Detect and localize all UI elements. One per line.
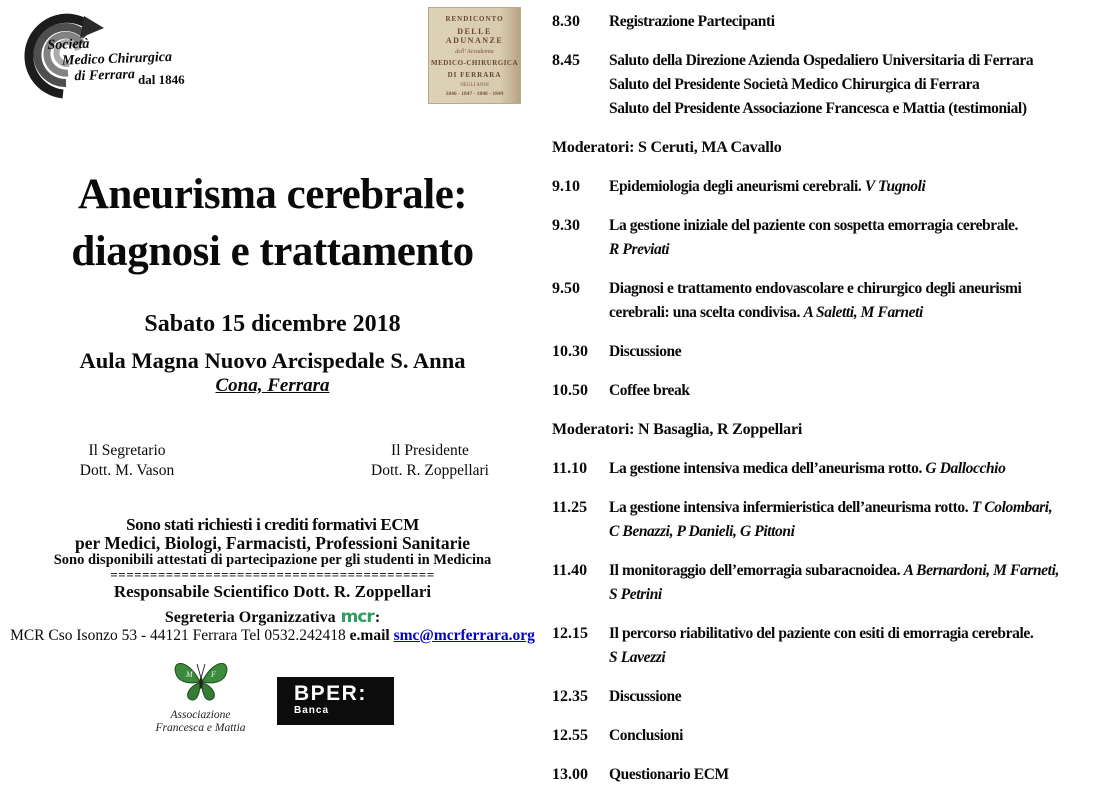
program-line: [609, 646, 1104, 670]
address-text: MCR Cso Isonzo 53 - 44121 Ferrara Tel 0532.242418: [10, 627, 350, 644]
program-time: 11.25: [552, 499, 588, 516]
program-description: [609, 559, 1104, 607]
program-description: [609, 175, 1104, 199]
program-speakers: S Lavezzi: [609, 649, 666, 666]
program-topic-text: Registrazione Partecipanti: [609, 13, 775, 30]
program-line: [609, 583, 1104, 607]
program-time: 8.30: [552, 13, 580, 30]
program-description: [609, 214, 1104, 262]
email-link[interactable]: smc@mcrferrara.org: [393, 627, 535, 644]
ecm-credits-block: [0, 516, 545, 601]
program-line: [609, 340, 1104, 364]
program-row: [552, 10, 1104, 34]
program-topic-text: Il monitoraggio dell’emorragia subaracnoidea.: [609, 562, 904, 579]
secretariat-label: Segreteria Organizzativa: [164, 609, 336, 626]
program-description: [609, 379, 1104, 403]
program-time: 10.50: [552, 382, 588, 399]
secretariat-address: [0, 627, 545, 645]
program-speakers: S Petrini: [609, 586, 662, 603]
program-speakers: A Saletti, M Farneti: [803, 304, 923, 321]
program-topic-text: La gestione intensiva infermieristica dell’aneurisma rotto.: [609, 499, 972, 516]
program-line: [609, 49, 1104, 73]
program-speakers: R Previati: [609, 241, 670, 258]
program-speakers: V Tugnoli: [864, 178, 926, 195]
title-line-1: Aneurisma cerebrale:: [77, 171, 468, 218]
butterfly-icon: [169, 656, 233, 704]
program-time: 8.45: [552, 52, 580, 69]
society-name: Società Medico Chirurgica di Ferrara: [47, 36, 173, 85]
scientific-responsible: Responsabile Scientifico Dott. R. Zoppellari: [113, 582, 432, 601]
program-topic-text: La gestione intensiva medica dell’aneurisma rotto.: [609, 460, 926, 477]
program-line: [609, 277, 1104, 301]
program-row: [552, 379, 1104, 403]
bper-sub-label: Banca: [294, 705, 330, 716]
program-description: [609, 685, 1104, 709]
program-description: [609, 763, 1104, 787]
president-name: Dott. R. Zoppellari: [371, 462, 489, 479]
program-line: [609, 559, 1104, 583]
program-row: [552, 763, 1104, 787]
president-role: Il Presidente: [391, 442, 469, 459]
program-row: [552, 214, 1104, 262]
program-time: 11.10: [552, 460, 588, 477]
association-caption-2: Francesca e Mattia: [155, 722, 246, 734]
program-description: [609, 277, 1104, 325]
association-logo: [138, 656, 263, 735]
program-description: [609, 49, 1104, 121]
program-topic-text: Saluto del Presidente Associazione Francesca e Mattia (testimonial): [609, 100, 1027, 117]
society-since-label: dal 1846: [138, 72, 185, 87]
program-topic-text: Questionario ECM: [609, 766, 729, 783]
program-description: [609, 457, 1104, 481]
program-speakers: T Colombari,: [971, 499, 1053, 516]
divider: =========================================: [110, 567, 435, 582]
program-time: 9.30: [552, 217, 580, 234]
title-line-2: diagnosi e trattamento: [71, 228, 474, 275]
program-line: [609, 379, 1104, 403]
program-line: [609, 496, 1104, 520]
program-time: 12.35: [552, 688, 588, 705]
program-row: [552, 622, 1104, 670]
program-description: [609, 340, 1104, 364]
program-line: [609, 214, 1104, 238]
moderators-label: Moderatori: S Ceruti, MA Cavallo: [552, 139, 782, 156]
program-topic-text: Conclusioni: [609, 727, 683, 744]
program-time: 10.30: [552, 343, 588, 360]
mcr-logo: mcr: [340, 607, 374, 627]
program-topic-text: Saluto della Direzione Azienda Ospedaliero Universitaria di Ferrara: [609, 52, 1034, 69]
program-line: [609, 520, 1104, 544]
secretary-signature: [42, 441, 212, 481]
program-row: [552, 277, 1104, 325]
program-speakers: A Bernardoni, M Farneti,: [903, 562, 1059, 579]
secretary-role: Il Segretario: [88, 442, 166, 459]
program-row: [552, 49, 1104, 121]
event-location: Cona, Ferrara: [215, 375, 330, 396]
program-time: 11.40: [552, 562, 588, 579]
program-line: [609, 97, 1104, 121]
program-row: [552, 496, 1104, 544]
program-topic-text: La gestione iniziale del paziente con sospetta emorragia cerebrale.: [609, 217, 1018, 234]
program-line: [609, 763, 1104, 787]
program-topic-text: cerebrali: una scelta condivisa.: [609, 304, 804, 321]
program-list: [552, 10, 1104, 799]
program-line: [609, 238, 1104, 262]
program-row: [552, 724, 1104, 748]
program-row: [552, 340, 1104, 364]
program-line: [609, 685, 1104, 709]
event-date: Sabato 15 dicembre 2018: [144, 311, 401, 337]
program-row: [552, 457, 1104, 481]
program-line: [609, 73, 1104, 97]
program-topic-text: Il percorso riabilitativo del paziente con esiti di emorragia cerebrale.: [609, 625, 1034, 642]
arrowhead: [80, 16, 104, 38]
moderators-label: Moderatori: N Basaglia, R Zoppellari: [552, 421, 803, 438]
program-description: [609, 10, 1104, 34]
program-row: [552, 685, 1104, 709]
program-description: [609, 724, 1104, 748]
program-moderators-row: [552, 418, 1104, 442]
program-description: [609, 622, 1104, 670]
program-time: 9.50: [552, 280, 580, 297]
president-signature: [345, 441, 515, 481]
program-line: [609, 622, 1104, 646]
rendiconto-book-image: RENDICONTO DELLE ADUNANZE dell’ Accademia MEDICO-CHIRURGICA DI FERRARA NEGLI ANNI 1846 - 1847 - 1848 - 1849: [428, 7, 521, 104]
ecm-line-2: per Medici, Biologi, Farmacisti, Professioni Sanitarie: [75, 533, 470, 553]
program-topic-text: Saluto del Presidente Società Medico Chirurgica di Ferrara: [609, 76, 980, 93]
secretariat-colon: :: [374, 609, 381, 626]
program-topic-text: Discussione: [609, 343, 682, 360]
bper-main-label: BPER:: [294, 682, 367, 705]
event-venue: Aula Magna Nuovo Arcispedale S. Anna: [79, 348, 466, 373]
email-label: e.mail: [349, 627, 390, 644]
program-speakers: G Dallocchio: [925, 460, 1006, 477]
society-logo: [8, 6, 268, 111]
svg-text:F: F: [210, 670, 216, 679]
ecm-line-3: Sono disponibili attestati di partecipazione per gli studenti in Medicina: [53, 552, 492, 568]
program-line: [609, 457, 1104, 481]
program-topic-text: Discussione: [609, 688, 682, 705]
program-topic-text: Diagnosi e trattamento endovascolare e chirurgico degli aneurismi: [609, 280, 1022, 297]
svg-text:M: M: [185, 670, 193, 679]
program-row: [552, 559, 1104, 607]
association-caption-1: Associazione: [170, 709, 231, 721]
program-description: [609, 496, 1104, 544]
program-time: 13.00: [552, 766, 588, 783]
secretariat-line: [0, 607, 545, 627]
program-line: [609, 724, 1104, 748]
secretary-name: Dott. M. Vason: [79, 462, 175, 479]
program-row: [552, 175, 1104, 199]
program-topic-text: Coffee break: [609, 382, 690, 399]
program-time: 12.15: [552, 625, 588, 642]
program-line: [609, 10, 1104, 34]
program-moderators-row: [552, 136, 1104, 160]
program-line: [609, 175, 1104, 199]
bper-bank-logo: [277, 677, 394, 725]
program-speakers: C Benazzi, P Danieli, G Pittoni: [609, 523, 795, 540]
program-topic-text: Epidemiologia degli aneurismi cerebrali.: [609, 178, 865, 195]
program-time: 9.10: [552, 178, 580, 195]
program-time: 12.55: [552, 727, 588, 744]
ecm-line-1: Sono stati richiesti i crediti formativi ECM: [126, 515, 419, 534]
page-title: [0, 166, 545, 280]
program-line: [609, 301, 1104, 325]
